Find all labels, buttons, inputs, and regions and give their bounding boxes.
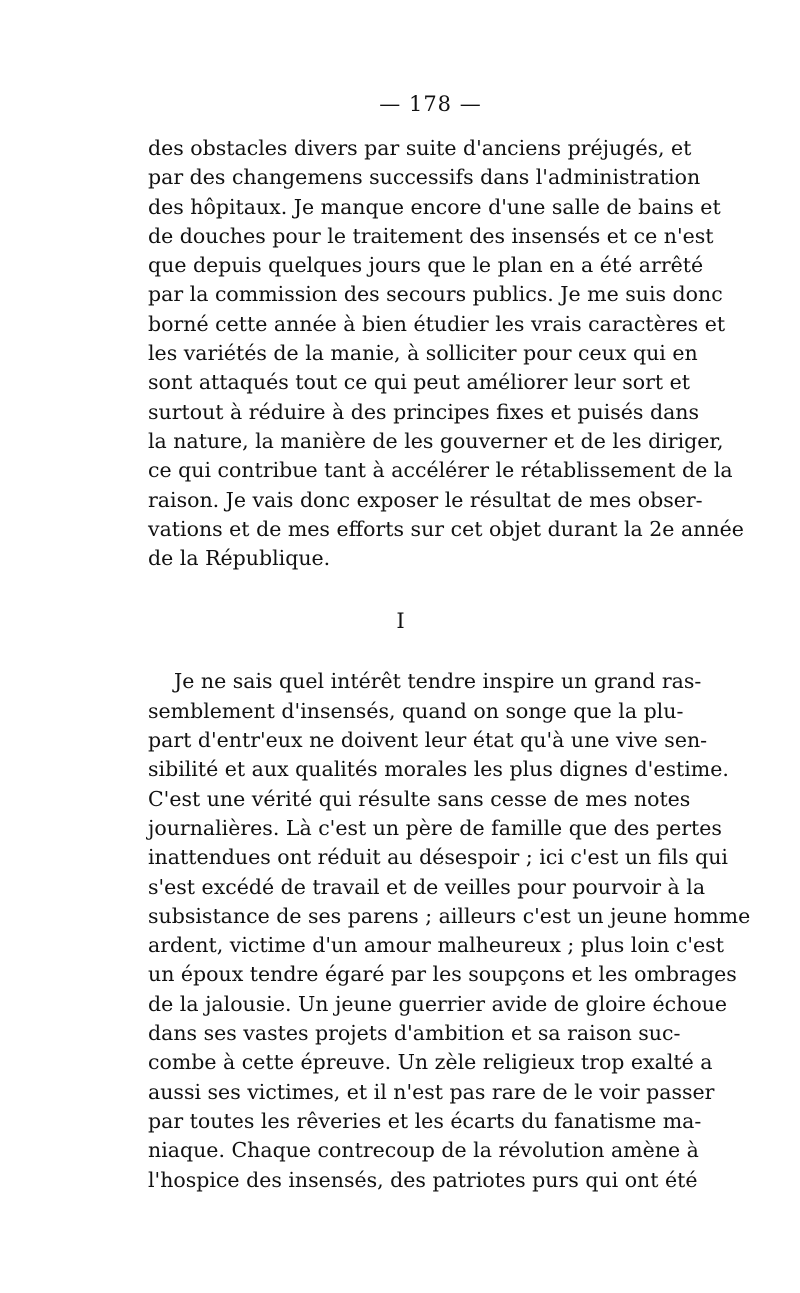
text-line: de douches pour le traitement des insensés et ce n'est (148, 223, 714, 248)
text-line: raison. Je vais donc exposer le résultat de mes obser- (148, 487, 703, 512)
text-line: par des changemens successifs dans l'administration (148, 165, 701, 190)
text-line: ce qui contribue tant à accélérer le rétablissement de la (148, 458, 733, 483)
text-line: niaque. Chaque contrecoup de la révolution amène à (148, 1138, 699, 1163)
text-line: journalières. Là c'est un père de famille que des pertes (148, 815, 722, 840)
text-line: des hôpitaux. Je manque encore d'une salle de bains et (148, 194, 721, 219)
text-line: sibilité et aux qualités morales les plus dignes d'estime. (148, 757, 729, 782)
paragraph-section-one (148, 667, 751, 1194)
text-line: que depuis quelques jours que le plan en a été arrêté (148, 253, 704, 278)
text-line: combe à cette épreuve. Un zèle religieux trop exalté a (148, 1050, 713, 1075)
page-number: — 178 — (379, 92, 482, 116)
text-line: des obstacles divers par suite d'anciens préjugés, et (148, 136, 692, 160)
text-line: un époux tendre égaré par les soupçons et les ombrages (148, 962, 737, 987)
text-line: semblement d'insensés, quand on songe que la plu- (148, 698, 684, 723)
text-line: inattendues ont réduit au désespoir ; ici c'est un fils qui (148, 845, 728, 870)
text-line: les variétés de la manie, à solliciter pour ceux qui en (148, 341, 698, 366)
text-line: de la République. (148, 546, 331, 571)
text-line: par toutes les rêveries et les écarts du fanatisme ma- (148, 1108, 702, 1133)
text-line: l'hospice des insensés, des patriotes purs qui ont été (148, 1167, 698, 1192)
text-line: surtout à réduire à des principes fixes et puisés dans (148, 399, 700, 424)
text-line: par la commission des secours publics. Je me suis donc (148, 282, 723, 307)
text-line: Je ne sais quel intérêt tendre inspire un grand ras- (174, 669, 702, 694)
text-line: la nature, la manière de les gouverner et de les diriger, (148, 428, 724, 453)
book-page (148, 92, 751, 1195)
text-line: de la jalousie. Un jeune guerrier avide de gloire échoue (148, 991, 728, 1016)
text-line: sont attaqués tout ce qui peut améliorer leur sort et (148, 370, 690, 395)
text-line: ardent, victime d'un amour malheureux ; plus loin c'est (148, 933, 724, 958)
text-line: s'est excédé de travail et de veilles pour pourvoir à la (148, 874, 706, 899)
text-line: C'est une vérité qui résulte sans cesse de mes notes (148, 786, 691, 811)
text-line: aussi ses victimes, et il n'est pas rare de le voir passer (148, 1079, 715, 1104)
text-line: borné cette année à bien étudier les vrais caractères et (148, 311, 726, 336)
section-heading: I (396, 609, 405, 634)
text-line: subsistance de ses parens ; ailleurs c'est un jeune homme (148, 903, 751, 928)
text-line: part d'entr'eux ne doivent leur état qu'à une vive sen- (148, 728, 708, 753)
paragraph-continuation (148, 134, 744, 573)
text-line: dans ses vastes projets d'ambition et sa raison suc- (148, 1021, 681, 1046)
text-line: vations et de mes efforts sur cet objet durant la 2e année (148, 516, 744, 541)
